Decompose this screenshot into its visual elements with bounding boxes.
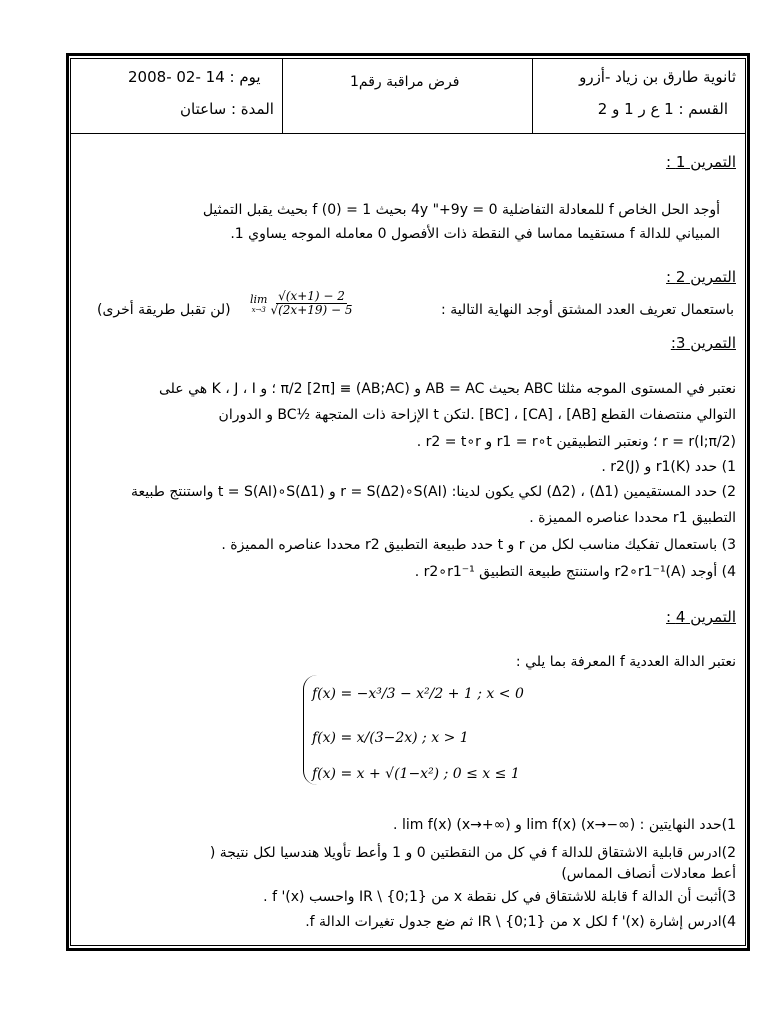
header-col-divider-right bbox=[532, 58, 533, 134]
piecewise-case-1: f(x) = −x³/3 − x²/2 + 1 ; x < 0 bbox=[312, 686, 524, 702]
ex4-q4: 4)ادرس إشارة f '(x) لكل x من IR \ {0;1} ثم ضع جدول تغيرات الدالة f. bbox=[305, 914, 736, 930]
school-name: ثانوية طارق بن زياد -أزرو bbox=[579, 68, 736, 86]
ex2-note: (لن تقبل طريقة أخرى) bbox=[97, 302, 231, 318]
ex3-q1: 1) حدد r1(K) و r2(J) . bbox=[601, 459, 736, 475]
ex2-limit bbox=[250, 290, 353, 317]
header-divider bbox=[70, 133, 746, 134]
page-border-inner bbox=[70, 58, 746, 946]
date-line: يوم : 14 -02 -2008 bbox=[128, 68, 261, 86]
ex3-line2: التوالي منتصفات القطع [AB] ، [CA] ، [BC] .لتكن t الإزاحة ذات المتجهة ½BC و الدوران bbox=[218, 407, 736, 423]
ex2-title: التمرين 2 : bbox=[666, 268, 736, 286]
lim-symbol: lim bbox=[250, 293, 268, 306]
ex1-line1: أوجد الحل الخاص f للمعادلة التفاضلية 4y "+9y = 0 بحيث f (0) = 1 بحيث يقبل التمثيل bbox=[202, 202, 720, 218]
lim-subscript: x→3 bbox=[251, 306, 266, 314]
ex3-q3: 3) باستعمال تفكيك مناسب لكل من r و t حدد طبيعة التطبيق r2 محددا عناصره المميزة . bbox=[221, 537, 736, 553]
ex4-q2a: 2)ادرس قابلية الاشتقاق للدالة f في كل من النقطتين 0 و 1 وأعط تأويلا هندسيا لكل نتيجة ( bbox=[209, 845, 736, 861]
ex4-q1: 1)حدد النهايتين : lim f(x) (x→−∞) و lim f(x) (x→+∞) . bbox=[393, 817, 736, 833]
limit-numerator: √(x+1) − 2 bbox=[278, 289, 345, 303]
ex1-line2: المبياني للدالة f مستقيما مماسا في النقطة ذات الأفصول 0 معامله الموجه يساوي 1. bbox=[230, 226, 720, 242]
ex4-q2b: أعط معادلات أنصاف المماس) bbox=[561, 866, 736, 882]
duration-line: المدة : ساعتان bbox=[180, 100, 274, 118]
ex1-title: التمرين 1 : bbox=[666, 153, 736, 171]
ex3-q2b: التطبيق r1 محددا عناصره المميزة . bbox=[529, 510, 736, 526]
ex4-q3: 3)أثبت أن الدالة f قابلة للاشتقاق في كل نقطة x من IR \ {0;1} واحسب f '(x) . bbox=[263, 889, 736, 905]
limit-denominator: √(2x+19) − 5 bbox=[270, 303, 353, 317]
piecewise-case-2: f(x) = x/(3−2x) ; x > 1 bbox=[312, 730, 469, 746]
ex3-line1: نعتبر في المستوى الموجه مثلثا ABC بحيث AB = AC و (AB;AC) ≡ π/2 [2π] ؛ و K ، J ، I هي على bbox=[159, 381, 736, 397]
piecewise-case-3: f(x) = x + √(1−x²) ; 0 ≤ x ≤ 1 bbox=[312, 766, 520, 782]
ex3-title: التمرين 3: bbox=[670, 334, 736, 352]
ex3-line3: r = r(I;π/2) ؛ ونعتبر التطبيقين r1 = r∘t و r2 = t∘r . bbox=[416, 434, 736, 450]
class-line: القسم : 1 ع ر 1 و 2 bbox=[597, 100, 728, 118]
ex3-q4: 4) أوجد r2∘r1⁻¹(A) واستنتج طبيعة التطبيق r2∘r1⁻¹ . bbox=[414, 564, 736, 580]
test-title: فرض مراقبة رقم1 bbox=[350, 74, 460, 90]
header-col-divider-left bbox=[282, 58, 283, 134]
ex4-title: التمرين 4 : bbox=[666, 608, 736, 626]
ex4-intro: نعتبر الدالة العددية f المعرفة بما يلي : bbox=[515, 654, 736, 670]
ex3-q2a: 2) حدد المستقيمين (Δ1) ، (Δ2) لكي يكون لدينا: r = S(Δ2)∘S(AI) و t = S(AI)∘S(Δ1) واستنتج طبيعة bbox=[131, 484, 736, 500]
ex2-line1: باستعمال تعريف العدد المشتق أوجد النهاية التالية : bbox=[441, 302, 734, 318]
